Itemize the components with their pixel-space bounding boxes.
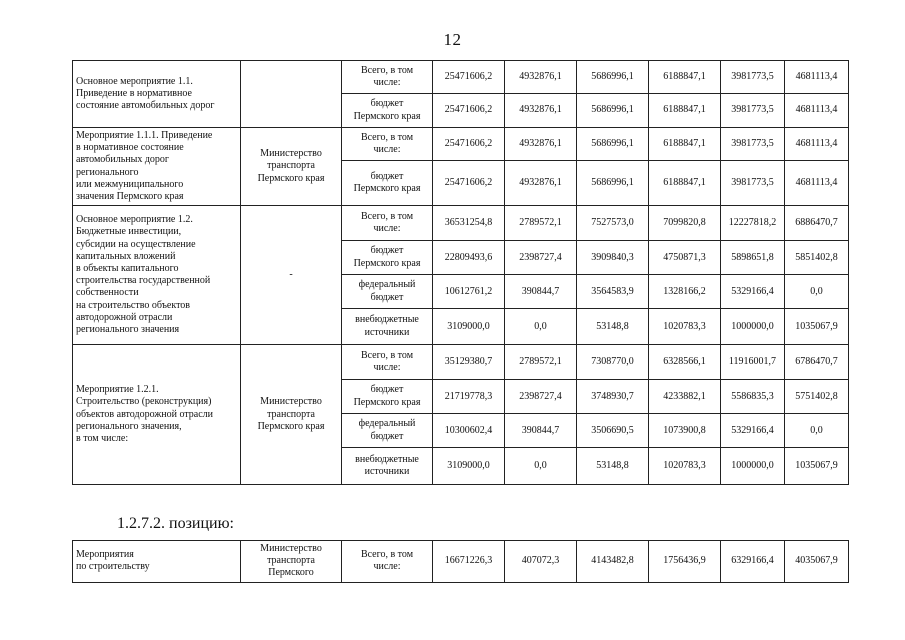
table-row	[73, 128, 849, 161]
value-cell: 3109000,0	[433, 309, 505, 345]
value-cell: 6188847,1	[649, 61, 721, 94]
value-cell: 4681113,4	[785, 61, 849, 94]
funding-source-cell: федеральный бюджет	[342, 275, 433, 309]
value-cell: 5686996,1	[577, 61, 649, 94]
funding-source-cell: бюджет Пермского края	[342, 380, 433, 414]
activity-description: Мероприятия по строительству	[73, 541, 241, 583]
value-cell: 53148,8	[577, 309, 649, 345]
value-cell: 407072,3	[505, 541, 577, 583]
value-cell: 7308770,0	[577, 345, 649, 380]
value-cell: 0,0	[505, 309, 577, 345]
value-cell: 5751402,8	[785, 380, 849, 414]
executor-cell: -	[241, 206, 342, 345]
value-cell: 25471606,2	[433, 161, 505, 206]
value-cell: 6188847,1	[649, 128, 721, 161]
page-number: 12	[443, 30, 462, 49]
activity-description: Мероприятие 1.1.1. Приведение в нормативное состояние автомобильных дорог регионального или межмуниципального значения Пермского края	[73, 128, 241, 206]
value-cell: 7099820,8	[649, 206, 721, 241]
value-cell: 1000000,0	[721, 309, 785, 345]
value-cell: 5329166,4	[721, 275, 785, 309]
value-cell: 4681113,4	[785, 128, 849, 161]
value-cell: 3981773,5	[721, 61, 785, 94]
value-cell: 25471606,2	[433, 128, 505, 161]
value-cell: 4681113,4	[785, 161, 849, 206]
value-cell: 7527573,0	[577, 206, 649, 241]
value-cell: 1000000,0	[721, 448, 785, 485]
value-cell: 4035067,9	[785, 541, 849, 583]
value-cell: 4932876,1	[505, 161, 577, 206]
value-cell: 1035067,9	[785, 309, 849, 345]
value-cell: 5329166,4	[721, 414, 785, 448]
value-cell: 0,0	[785, 414, 849, 448]
funding-source-cell: бюджет Пермского края	[342, 161, 433, 206]
table-row	[73, 206, 849, 241]
table-row	[73, 345, 849, 380]
funding-source-cell: внебюджетные источники	[342, 448, 433, 485]
value-cell: 4932876,1	[505, 61, 577, 94]
value-cell: 4932876,1	[505, 128, 577, 161]
budget-table	[72, 60, 849, 485]
value-cell: 6329166,4	[721, 541, 785, 583]
value-cell: 1328166,2	[649, 275, 721, 309]
funding-source-cell: федеральный бюджет	[342, 414, 433, 448]
executor-cell: Министерство транспорта Пермского края	[241, 128, 342, 206]
value-cell: 3981773,5	[721, 94, 785, 128]
value-cell: 5851402,8	[785, 241, 849, 275]
value-cell: 1073900,8	[649, 414, 721, 448]
value-cell: 12227818,2	[721, 206, 785, 241]
funding-source-cell: Всего, в том числе:	[342, 61, 433, 94]
funding-source-cell: Всего, в том числе:	[342, 541, 433, 583]
value-cell: 6188847,1	[649, 94, 721, 128]
value-cell: 1020783,3	[649, 448, 721, 485]
value-cell: 6786470,7	[785, 345, 849, 380]
value-cell: 3564583,9	[577, 275, 649, 309]
position-table	[72, 540, 849, 583]
funding-source-cell: Всего, в том числе:	[342, 128, 433, 161]
value-cell: 5686996,1	[577, 94, 649, 128]
value-cell: 25471606,2	[433, 94, 505, 128]
value-cell: 390844,7	[505, 414, 577, 448]
value-cell: 5898651,8	[721, 241, 785, 275]
executor-cell: Министерство транспорта Пермского	[241, 541, 342, 583]
table-row	[73, 61, 849, 94]
value-cell: 4233882,1	[649, 380, 721, 414]
value-cell: 4681113,4	[785, 94, 849, 128]
value-cell: 10612761,2	[433, 275, 505, 309]
value-cell: 16671226,3	[433, 541, 505, 583]
value-cell: 1020783,3	[649, 309, 721, 345]
value-cell: 3981773,5	[721, 128, 785, 161]
value-cell: 11916001,7	[721, 345, 785, 380]
value-cell: 3981773,5	[721, 161, 785, 206]
activity-description: Мероприятие 1.2.1. Строительство (реконструкция) объектов автодорожной отрасли регионального значения, в том числе:	[73, 345, 241, 485]
value-cell: 4143482,8	[577, 541, 649, 583]
value-cell: 0,0	[505, 448, 577, 485]
value-cell: 36531254,8	[433, 206, 505, 241]
section-subheading: 1.2.7.2. позицию:	[117, 515, 234, 532]
value-cell: 3748930,7	[577, 380, 649, 414]
value-cell: 3909840,3	[577, 241, 649, 275]
value-cell: 25471606,2	[433, 61, 505, 94]
value-cell: 1035067,9	[785, 448, 849, 485]
value-cell: 2398727,4	[505, 241, 577, 275]
value-cell: 21719778,3	[433, 380, 505, 414]
activity-description: Основное мероприятие 1.2. Бюджетные инвестиции, субсидии на осуществление капитальных вложений в объекты капитального строительства государственной собственности на строительство объектов автодорожной отрасли регионального значения	[73, 206, 241, 345]
value-cell: 35129380,7	[433, 345, 505, 380]
value-cell: 2789572,1	[505, 206, 577, 241]
value-cell: 3109000,0	[433, 448, 505, 485]
value-cell: 4932876,1	[505, 94, 577, 128]
table-row	[73, 541, 849, 583]
activity-description: Основное мероприятие 1.1. Приведение в нормативное состояние автомобильных дорог	[73, 61, 241, 128]
funding-source-cell: Всего, в том числе:	[342, 345, 433, 380]
value-cell: 2398727,4	[505, 380, 577, 414]
value-cell: 5686996,1	[577, 128, 649, 161]
value-cell: 1756436,9	[649, 541, 721, 583]
value-cell: 6188847,1	[649, 161, 721, 206]
value-cell: 6886470,7	[785, 206, 849, 241]
value-cell: 390844,7	[505, 275, 577, 309]
value-cell: 5686996,1	[577, 161, 649, 206]
value-cell: 22809493,6	[433, 241, 505, 275]
executor-cell	[241, 61, 342, 128]
value-cell: 3506690,5	[577, 414, 649, 448]
value-cell: 10300602,4	[433, 414, 505, 448]
funding-source-cell: внебюджетные источники	[342, 309, 433, 345]
value-cell: 4750871,3	[649, 241, 721, 275]
funding-source-cell: бюджет Пермского края	[342, 94, 433, 128]
value-cell: 0,0	[785, 275, 849, 309]
executor-cell: Министерство транспорта Пермского края	[241, 345, 342, 485]
value-cell: 5586835,3	[721, 380, 785, 414]
funding-source-cell: Всего, в том числе:	[342, 206, 433, 241]
value-cell: 6328566,1	[649, 345, 721, 380]
funding-source-cell: бюджет Пермского края	[342, 241, 433, 275]
value-cell: 2789572,1	[505, 345, 577, 380]
value-cell: 53148,8	[577, 448, 649, 485]
